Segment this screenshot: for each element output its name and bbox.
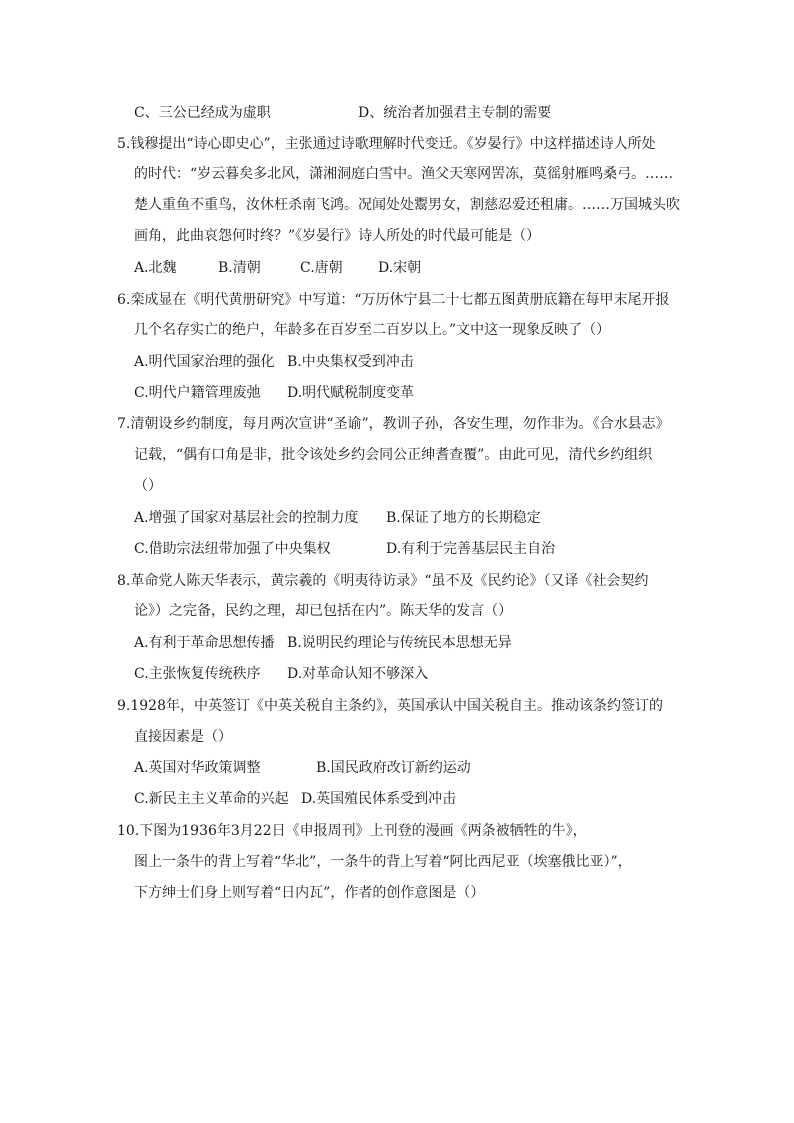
q5-line-3: 楚人重鱼不重鸟，汝休枉杀南飞鸿。况闻处处鬻男女，割慈忍爱还租庸。……万国城头吹 bbox=[134, 197, 680, 213]
q5-line-4: 画角，此曲哀怨何时终？”《岁晏行》诗人所处的时代最可能是（） bbox=[134, 228, 541, 244]
q6-option-c: C.明代户籍管理废弛 bbox=[134, 385, 261, 401]
q5-option-a: A.北魏 bbox=[134, 260, 177, 276]
q8-option-d: D.对革命认知不够深入 bbox=[287, 666, 429, 682]
q10-line-2: 图上一条牛的背上写着“华北”，一条牛的背上写着“阿比西尼亚（埃塞俄比亚）”， bbox=[134, 854, 632, 870]
q6-option-b: B.中央集权受到冲击 bbox=[287, 354, 414, 370]
q8-line-2: 论》）之完备，民约之理，却已包括在内”。陈天华的发言（） bbox=[134, 603, 513, 619]
q10-line-3: 下方绅士们身上则写着“日内瓦”，作者的创作意图是（） bbox=[134, 885, 485, 901]
q6-option-a: A.明代国家治理的强化 bbox=[134, 354, 275, 370]
q7-option-b: B.保证了地方的长期稳定 bbox=[386, 510, 541, 526]
q9-line-2: 直接因素是（） bbox=[134, 729, 232, 745]
q7-option-c: C.借助宗法纽带加强了中央集权 bbox=[134, 541, 331, 557]
q8-option-a: A.有利于革命思想传播 bbox=[134, 635, 275, 651]
q5-line-1: 5.钱穆提出“诗心即史心”，主张通过诗歌理解时代变迁。《岁晏行》中这样描述诗人所处 bbox=[117, 136, 656, 152]
q8-option-b: B.说明民约理论与传统民本思想无异 bbox=[287, 635, 512, 651]
q9-option-c: C.新民主主义革命的兴起 bbox=[134, 791, 289, 807]
q7-line-3: （） bbox=[134, 478, 162, 494]
q7-option-a: A.增强了国家对基层社会的控制力度 bbox=[134, 510, 359, 526]
q9-line-1: 9.1928年，中英签订《中英关税自主条约》，英国承认中国关税自主。推动该条约签订的 bbox=[117, 698, 663, 714]
q5-option-c: C.唐朝 bbox=[300, 260, 343, 276]
q5-option-b: B.清朝 bbox=[218, 260, 261, 276]
q5-line-2: 的时代：“岁云暮矣多北风，潇湘洞庭白雪中。渔父天寒网罟冻，莫徭射雁鸣桑弓。…… bbox=[134, 166, 674, 182]
q8-option-c: C.主张恢复传统秩序 bbox=[134, 666, 261, 682]
q8-line-1: 8.革命党人陈天华表示，黄宗羲的《明夷待访录》“虽不及《民约论》（又译《社会契约 bbox=[117, 573, 649, 589]
q5-option-d: D.宋朝 bbox=[378, 260, 422, 276]
q7-line-1: 7.清朝设乡约制度，每月两次宣讲“圣谕”，教训子孙，各安生理，勿作非为。《合水县志》 bbox=[117, 416, 670, 432]
q9-option-b: B.国民政府改订新约运动 bbox=[316, 760, 471, 776]
q7-line-2: 记载，“偶有口角是非，批令该处乡约会同公正绅耆查覆”。由此可见，清代乡约组织 bbox=[134, 447, 653, 463]
q4-option-d: D、统治者加强君主专制的需要 bbox=[358, 105, 552, 121]
q9-option-d: D.英国殖民体系受到冲击 bbox=[301, 791, 457, 807]
q4-option-c: C、三公已经成为虚职 bbox=[134, 105, 271, 121]
q10-line-1: 10.下图为1936年3月22日《申报周刊》上刊登的漫画《两条被牺牲的牛》， bbox=[117, 823, 587, 839]
q7-option-d: D.有利于完善基层民主自治 bbox=[386, 541, 556, 557]
q6-line-1: 6.栾成显在《明代黄册研究》中写道：“万历休宁县二十七都五图黄册底籍在每甲末尾开报 bbox=[117, 292, 670, 308]
q6-line-2: 几个名存实亡的绝户，年龄多在百岁至二百岁以上。”文中这一现象反映了（） bbox=[134, 322, 611, 338]
q6-option-d: D.明代赋税制度变革 bbox=[287, 385, 415, 401]
q9-option-a: A.英国对华政策调整 bbox=[134, 760, 261, 776]
